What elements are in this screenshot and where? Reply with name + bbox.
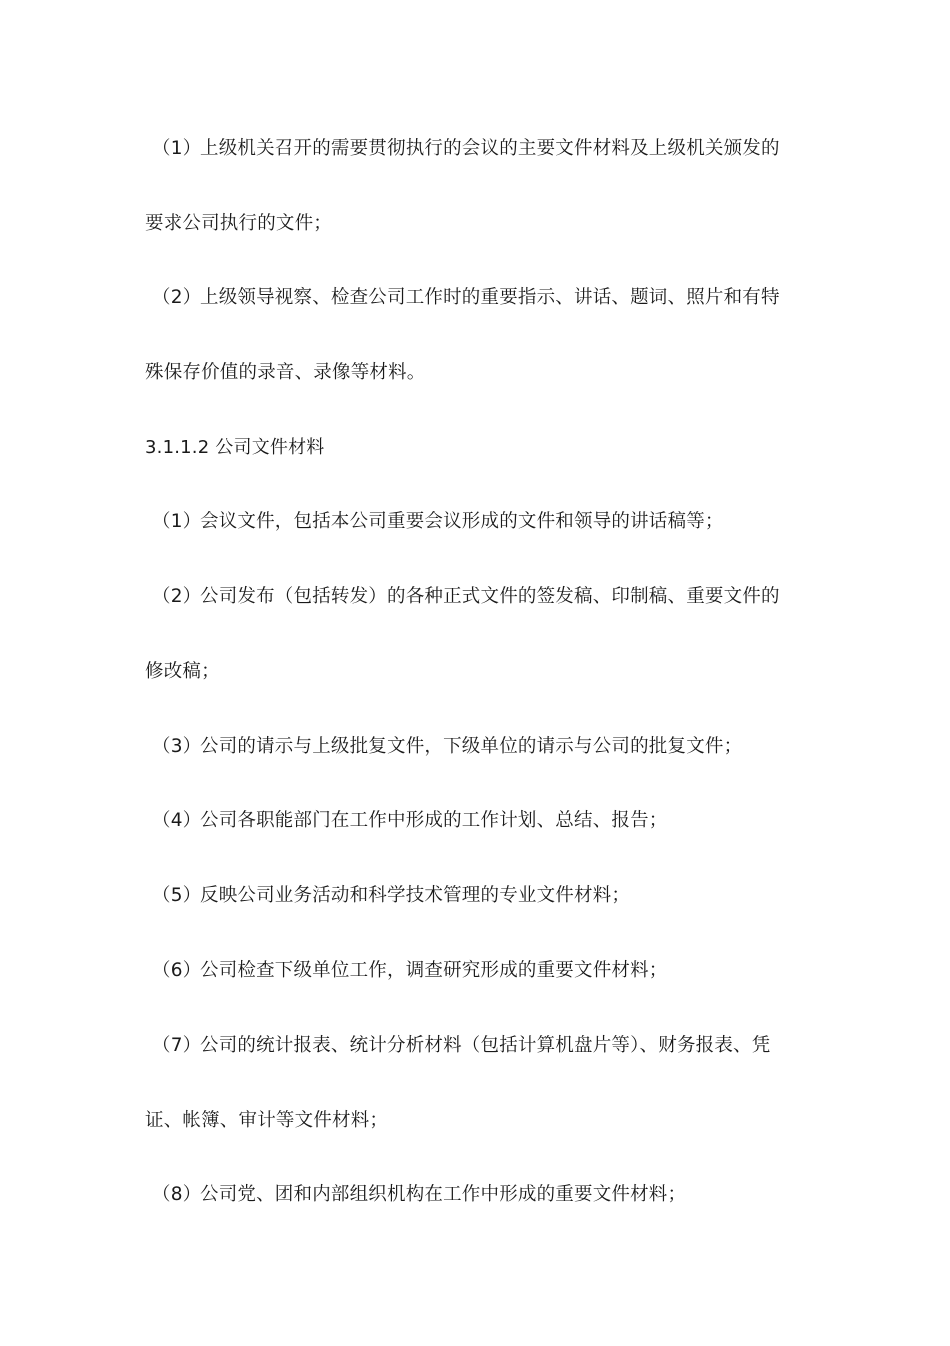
line-text: 上级领导视察、检查公司工作时的重要指示、讲话、题词、照片和有特 [200, 287, 780, 308]
item-number: （7） [152, 1035, 202, 1056]
item-number: （6） [152, 960, 202, 981]
paragraph-line [145, 211, 805, 237]
paragraph-line [152, 734, 812, 760]
line-text: 要求公司执行的文件； [145, 213, 333, 234]
item-number: （4） [152, 810, 202, 831]
paragraph-line [152, 1182, 812, 1208]
paragraph-line [152, 808, 812, 834]
paragraph-line [152, 584, 812, 610]
line-text: 公司的统计报表、统计分析材料（包括计算机盘片等）、财务报表、凭 [200, 1035, 771, 1056]
item-number: （8） [152, 1184, 202, 1205]
item-number: （1） [152, 511, 202, 532]
paragraph-line [145, 360, 805, 386]
item-number: （2） [152, 586, 202, 607]
line-text: 证、帐簿、审计等文件材料； [145, 1110, 389, 1131]
paragraph-line [152, 958, 812, 984]
item-number: （3） [152, 736, 202, 757]
line-text: 公司的请示与上级批复文件，下级单位的请示与公司的批复文件； [200, 736, 743, 757]
line-text: 上级机关召开的需要贯彻执行的会议的主要文件材料及上级机关颁发的 [200, 138, 780, 159]
line-text: 公司党、团和内部组织机构在工作中形成的重要文件材料； [200, 1184, 687, 1205]
line-text: 会议文件，包括本公司重要会议形成的文件和领导的讲话稿等； [200, 511, 724, 532]
item-number: （2） [152, 287, 202, 308]
paragraph-line [152, 509, 812, 535]
paragraph-line [152, 883, 812, 909]
line-text: 修改稿； [145, 661, 220, 682]
section-heading [145, 435, 805, 461]
item-number: （1） [152, 138, 202, 159]
paragraph-line [152, 136, 812, 162]
line-text: 公司各职能部门在工作中形成的工作计划、总结、报告； [200, 810, 668, 831]
line-text: 公司检查下级单位工作，调查研究形成的重要文件材料； [200, 960, 668, 981]
item-number: （5） [152, 885, 202, 906]
paragraph-line [152, 1033, 812, 1059]
paragraph-line [145, 1108, 805, 1134]
paragraph-line [152, 285, 812, 311]
line-text: 反映公司业务活动和科学技术管理的专业文件材料； [200, 885, 631, 906]
paragraph-line [145, 659, 805, 685]
line-text: 殊保存价值的录音、录像等材料。 [145, 362, 426, 383]
heading-text: 3.1.1.2 公司文件材料 [145, 437, 325, 458]
line-text: 公司发布（包括转发）的各种正式文件的签发稿、印制稿、重要文件的 [200, 586, 780, 607]
